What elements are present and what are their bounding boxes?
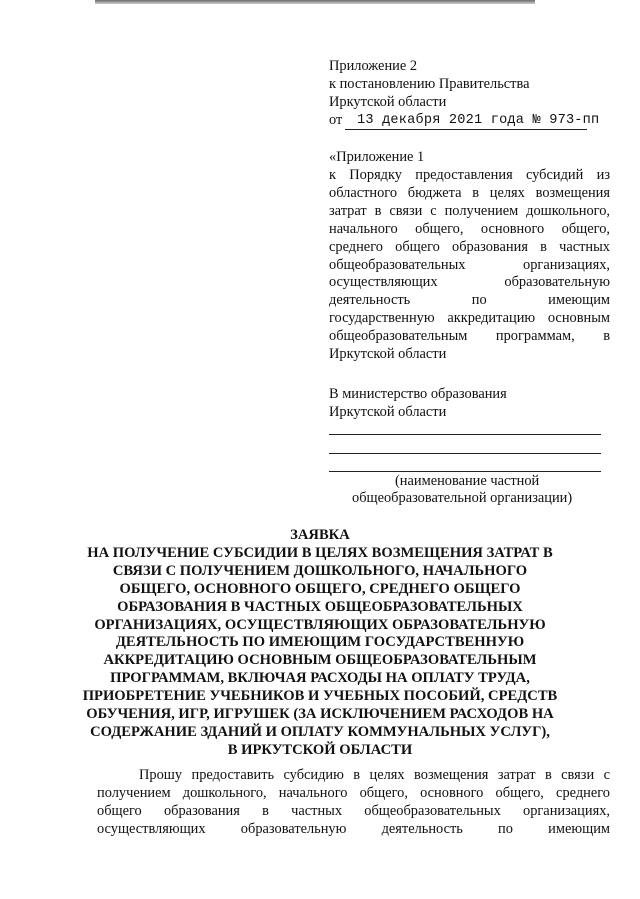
body-line: Прошу предоставить субсидию в целях возмещения затрат в связи с bbox=[139, 767, 610, 783]
title-heading: ЗАЯВКА bbox=[290, 527, 350, 543]
title-line: ОБРАЗОВАНИЯ В ЧАСТНЫХ ОБЩЕОБРАЗОВАТЕЛЬНЫХ bbox=[117, 598, 523, 615]
blank-line-1 bbox=[329, 434, 601, 435]
order-appendix-line: Иркутской области bbox=[329, 346, 447, 362]
order-appendix-line: осуществляющих образовательную bbox=[329, 274, 610, 291]
title-line: СОДЕРЖАНИЕ ЗДАНИЙ И ОПЛАТУ КОММУНАЛЬНЫХ УСЛУГ), bbox=[90, 723, 550, 740]
order-appendix-line: затрат в связи с получением дошкольного, bbox=[329, 202, 610, 219]
order-appendix-line: областного бюджета в целях возмещения bbox=[329, 184, 610, 201]
title-line: ОРГАНИЗАЦИЯХ, ОСУЩЕСТВЛЯЮЩИХ ОБРАЗОВАТЕЛЬНУЮ bbox=[94, 616, 546, 633]
order-appendix-title: «Приложение 1 bbox=[329, 149, 425, 165]
order-appendix-line: начального общего, основного общего, bbox=[329, 220, 610, 237]
title-line: ДЕЯТЕЛЬНОСТЬ ПО ИМЕЮЩИМ ГОСУДАРСТВЕННУЮ bbox=[115, 634, 525, 651]
title-line: В ИРКУТСКОЙ ОБЛАСТИ bbox=[227, 741, 413, 758]
scan-edge-artifact bbox=[95, 0, 535, 4]
appendix-label: Приложение 2 bbox=[329, 58, 418, 74]
title-line: НА ПОЛУЧЕНИЕ СУБСИДИИ В ЦЕЛЯХ ВОЗМЕЩЕНИЯ ЗАТРАТ В bbox=[87, 544, 553, 561]
order-appendix-line: деятельность по имеющим bbox=[329, 292, 610, 309]
blank-line-2 bbox=[329, 453, 601, 454]
order-appendix-line: общеобразовательным программам, в bbox=[329, 328, 610, 345]
date-prefix: от bbox=[329, 112, 343, 128]
recipient-line-2: Иркутской области bbox=[329, 404, 447, 420]
org-caption-2: общеобразовательной организации) bbox=[352, 490, 573, 506]
date-value: 13 декабря 2021 года № 973-пп bbox=[357, 113, 600, 128]
region-name: Иркутской области bbox=[329, 94, 447, 110]
order-appendix-line: среднего общего образования в частных bbox=[329, 238, 610, 255]
blank-line-3 bbox=[329, 471, 601, 472]
order-appendix-line: к Порядку предоставления субсидий из bbox=[329, 167, 610, 183]
title-line: ОБЩЕГО, ОСНОВНОГО ОБЩЕГО, СРЕДНЕГО ОБЩЕГО bbox=[119, 580, 521, 597]
title-line: АККРЕДИТАЦИЮ ОСНОВНЫМ ОБЩЕОБРАЗОВАТЕЛЬНЫМ bbox=[103, 652, 537, 669]
title-line: ПРИОБРЕТЕНИЕ УЧЕБНИКОВ И УЧЕБНЫХ ПОСОБИЙ, СРЕДСТВ bbox=[82, 688, 558, 705]
recipient-line-1: В министерство образования bbox=[329, 386, 507, 402]
body-line: получением дошкольного, начального общего, основного общего, среднего bbox=[97, 784, 610, 801]
title-line: СВЯЗИ С ПОЛУЧЕНИЕМ ДОШКОЛЬНОГО, НАЧАЛЬНОГО bbox=[112, 562, 528, 579]
order-appendix-line: государственную аккредитацию основным bbox=[329, 310, 610, 327]
order-appendix-line: общеобразовательных организациях, bbox=[329, 256, 610, 273]
title-line: ПРОГРАММАМ, ВКЛЮЧАЯ РАСХОДЫ НА ОПЛАТУ ТРУДА, bbox=[110, 670, 530, 687]
body-line: осуществляющих образовательную деятельность по имеющим bbox=[97, 820, 610, 837]
org-caption-1: (наименование частной bbox=[395, 473, 540, 489]
body-line: общего образования в частных общеобразовательных организациях, bbox=[97, 802, 610, 819]
date-field bbox=[345, 112, 600, 130]
resolution-reference: к постановлению Правительства bbox=[329, 76, 530, 92]
title-line: ОБУЧЕНИЯ, ИГР, ИГРУШЕК (ЗА ИСКЛЮЧЕНИЕМ РАСХОДОВ НА bbox=[86, 706, 554, 722]
